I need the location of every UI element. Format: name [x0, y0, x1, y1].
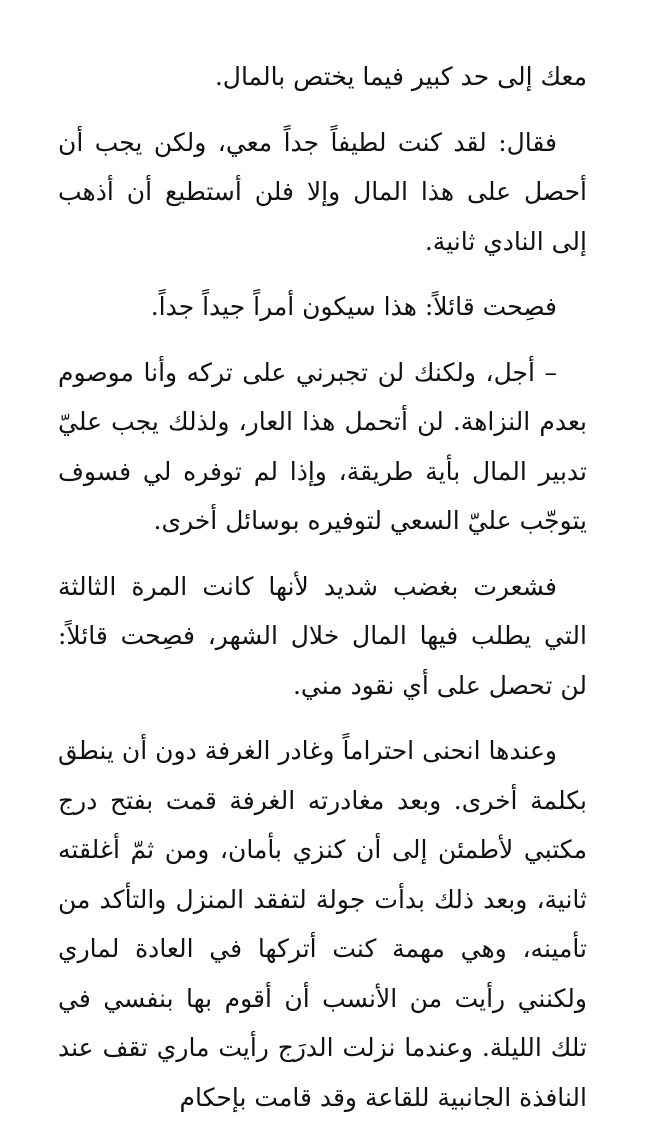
paragraph-4: – أجل، ولكنك لن تجبرني على تركه وأنا موصوم بعدم النزاهة. لن أتحمل هذا العار، ولذلك يجب عليّ تدبير المال بأية طريقة، وإذا لم توفره لي فسوف يتوجّب عليّ السعي لتوفيره بوسائل أخرى. [58, 357, 587, 535]
paragraph-2: فقال: لقد كنت لطيفاً جداً معي، ولكن يجب أن أحصل على هذا المال وإلا فلن أستطيع أن أذهب إلى النادي ثانية. [58, 127, 587, 256]
paragraph-5: فشعرت بغضب شديد لأنها كانت المرة الثالثة التي يطلب فيها المال خلال الشهر، فصِحت قائلاً: لن تحصل على أي نقود مني. [58, 571, 587, 700]
paragraph-3: فصِحت قائلاً: هذا سيكون أمراً جيداً جداً. [150, 292, 557, 321]
paragraph-1: معك إلى حد كبير فيما يختص بالمال. [214, 62, 587, 91]
paragraph-6: وعندها انحنى احتراماً وغادر الغرفة دون أن ينطق بكلمة أخرى. وبعد مغادرته الغرفة قمت بفتح درج مكتبي لأطمئن إلى أن كنزي بأمان، ومن ثمّ أغلقته ثانية، وبعد ذلك بدأت جولة لتفقد المنزل والتأكد من تأمينه، وهي مهمة كنت أتركها في العادة لماري ولكنني رأيت من الأنسب أن أقوم بها بنفسي في تلك الليلة. وعندما نزلت الدرَج رأيت ماري تقف عند النافذة الجانبية للقاعة وقد قامت بإحكام [58, 736, 587, 1112]
